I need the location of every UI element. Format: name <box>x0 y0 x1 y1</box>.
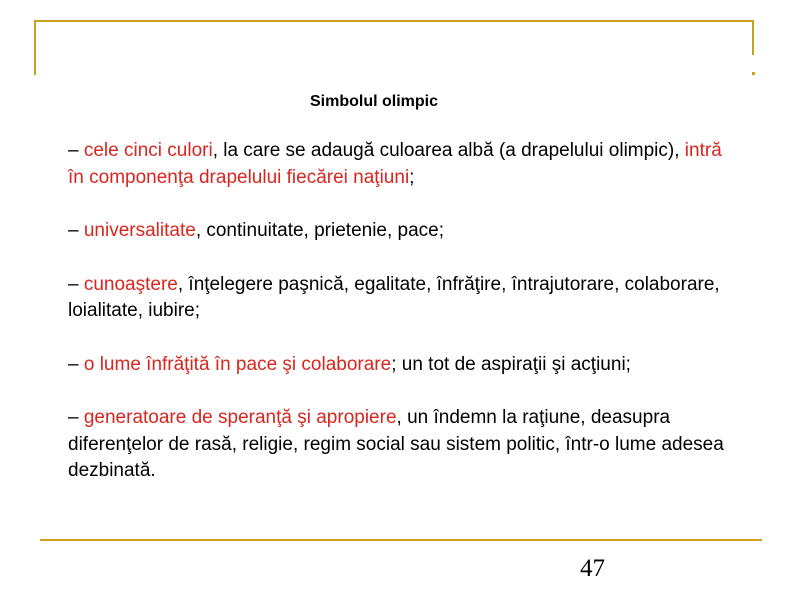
slide-title: Simbolul olimpic <box>309 93 438 110</box>
frame-left-line <box>34 20 36 75</box>
item-text: , un îndemn la raţiune, deasupra diferenţelor de rasă, religie, regim social sau sistem politic, într-o lume adesea dezbinată. <box>68 407 724 481</box>
list-item-universality <box>68 218 738 245</box>
slide-content <box>68 138 738 512</box>
list-item-world-peace <box>68 352 738 379</box>
frame-top-line <box>34 20 754 22</box>
list-item-colors <box>68 138 738 191</box>
item-text: , înţelegere paşnică, egalitate, înfrăţire, întrajutorare, colaborare, loialitate, iubire; <box>68 273 720 321</box>
list-item-hope <box>68 405 738 485</box>
item-highlight: o lume înfrăţită în pace şi colaborare <box>83 353 392 375</box>
item-dash: – <box>68 140 84 161</box>
item-highlight: cunoaştere <box>83 273 178 295</box>
frame-right-line <box>752 20 754 55</box>
item-text: ; un tot de aspiraţii şi acţiuni; <box>391 353 631 375</box>
item-highlight: intră în componenţa drapelului fiecărei naţiuni <box>68 140 722 188</box>
item-dash: – <box>68 220 84 241</box>
item-highlight: cele cinci culori <box>83 140 213 161</box>
item-highlight: universalitate <box>83 220 196 241</box>
item-text: ; <box>409 166 415 188</box>
frame-corner-dot <box>752 72 755 75</box>
item-dash: – <box>68 407 84 428</box>
footer-divider <box>40 539 762 541</box>
item-text: , continuitate, prietenie, pace; <box>195 220 445 241</box>
item-dash: – <box>68 353 84 375</box>
list-item-knowledge <box>68 272 738 325</box>
item-dash: – <box>68 273 84 295</box>
item-text: , la care se adaugă culoarea albă (a drapelului olimpic), <box>212 140 685 161</box>
item-highlight: generatoare de speranţă şi apropiere <box>83 407 397 428</box>
page-number: 47 <box>580 555 605 582</box>
